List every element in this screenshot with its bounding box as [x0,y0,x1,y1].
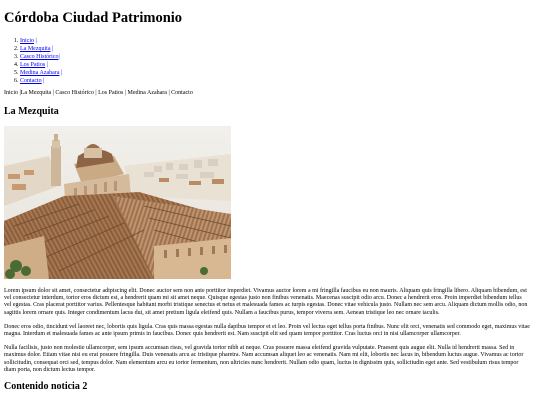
nav-separator: | [60,70,63,76]
nav-list [4,37,534,85]
nav-link-casco-historico[interactable]: Casco Histórico [20,54,59,60]
nav-separator: | [46,62,48,68]
inline-nav-contacto[interactable]: Contacto [171,90,193,96]
nav-separator: | [58,54,60,60]
inline-nav-separator: | [124,90,126,96]
section1-paragraph-2: Donec eros odio, tincidunt vel laoreet nec, lobortis quis ligula. Cras quis massa egestas nulla dapibus tempor et et leo. Proin vel lectus eget tellus porta finibus. Nunc elit orci, venenatis sed commodo eget, maximus vitae magna. Interdum et malesuada fames ac ante ipsum primis in faucibus. Donec quis hendrerit est. Nam suscipit elit sed quam tempor porttitor. Cras luctus orci in nisi ullamcorper ullamcorper. [4,323,530,338]
nav-link-los-patios[interactable]: Los Patios [20,62,46,68]
inline-nav-casco-historico[interactable]: Casco Histórico [55,90,94,96]
inline-nav-separator: | [19,90,21,96]
nav-link-la-mezquita[interactable]: La Mezquita [20,46,51,52]
nav-list-item-contacto [20,77,534,85]
nav-separator: | [35,38,37,44]
inline-nav-separator: | [52,90,54,96]
nav-link-medina-azahara[interactable]: Medina Azahara [20,70,60,76]
section-title-contenido-noticia-2: Contenido noticia 2 [4,381,88,393]
nav-link-contacto[interactable]: Contacto [20,78,42,84]
nav-link-inicio[interactable]: Inicio [20,38,34,44]
section1-paragraph-1: Lorem ipsum dolor sit amet, consectetur adipiscing elit. Donec auctor sem non ante porttitor imperdiet. Vivamus auctor lorem a mi fringilla faucibus eu non mauris. Aliquam quis fringilla libero. Aliquam bibendum, est vel consectetur interdum, tortor eros dictum est, a hendrerit quam mi sit amet neque. Quisque egestas justo non finibus venenatis. Maecenas suscipit odio arcu. Donec a hendrerit eros. Proin imperdiet bibendum tellus vel egestas. Cras placerat porttitor varius. Pellentesque habitant morbi tristique senectus et netus et malesuada fames ac turpis egestas. Donec vitae vehicula justo. Nullam nec sem arcu. Aliquam dictum mollis odio, non sagittis lorem ornare quis. Integer condimentum lacus dui, sit amet pretium ligula eleifend quis. Nullam a faucibus purus, tempor viverra sem. Aenean tristique leo nec ornare iaculis. [4,288,528,316]
inline-nav-separator: | [95,90,97,96]
section1-paragraph-3: Nulla facilisis, justo non molestie ullamcorper, sem ipsum accumsan risus, vel gravida tortor nibh at neque. Cras posuere massa eleifend gravida vulputate. Praesent quis augue elit. Nulla id hendrerit massa. Sed in maximus dolor. Etiam vitae nisi eu erat posuere fringilla. Duis venenatis arcu ac tristique pharetra. Nam accumsan aliquet leo ac venenatis. Nam mi elit, lobortis nec lacus in, bibendum luctus augue. Vivamus ac tortor sollicitudin, consequat orci sed, tempus dolor. Nam elementum arcu eu tortor fermentum, non ultricies nunc hendrerit. Nullam odio quam, luctus in dignissim quis, sollicitudin eget ante. Sed vestibulum risus tempor diam porta, non dictum lectus tempor. [4,345,524,373]
nav-separator: | [52,46,54,52]
nav-list-item-inicio [20,37,534,45]
nav-list-item-casco [20,53,534,61]
mezquita-photo [4,126,231,279]
section-title-la-mezquita: La Mezquita [4,106,59,117]
inline-nav [4,89,534,97]
nav-list-item-mezquita [20,45,534,53]
inline-nav-medina-azahara[interactable]: Medina Azahara [127,90,167,96]
nav-list-item-patios [20,61,534,69]
inline-nav-inicio[interactable]: Inicio [4,90,18,96]
nav-list-item-medina [20,69,534,77]
inline-nav-los-patios[interactable]: Los Patios [98,90,124,96]
site-title: Córdoba Ciudad Patrimonio [4,10,183,26]
nav-separator: | [43,78,45,84]
page [4,0,534,393]
inline-nav-separator: | [168,90,170,96]
inline-nav-la-mezquita[interactable]: La Mezquita [20,90,52,96]
